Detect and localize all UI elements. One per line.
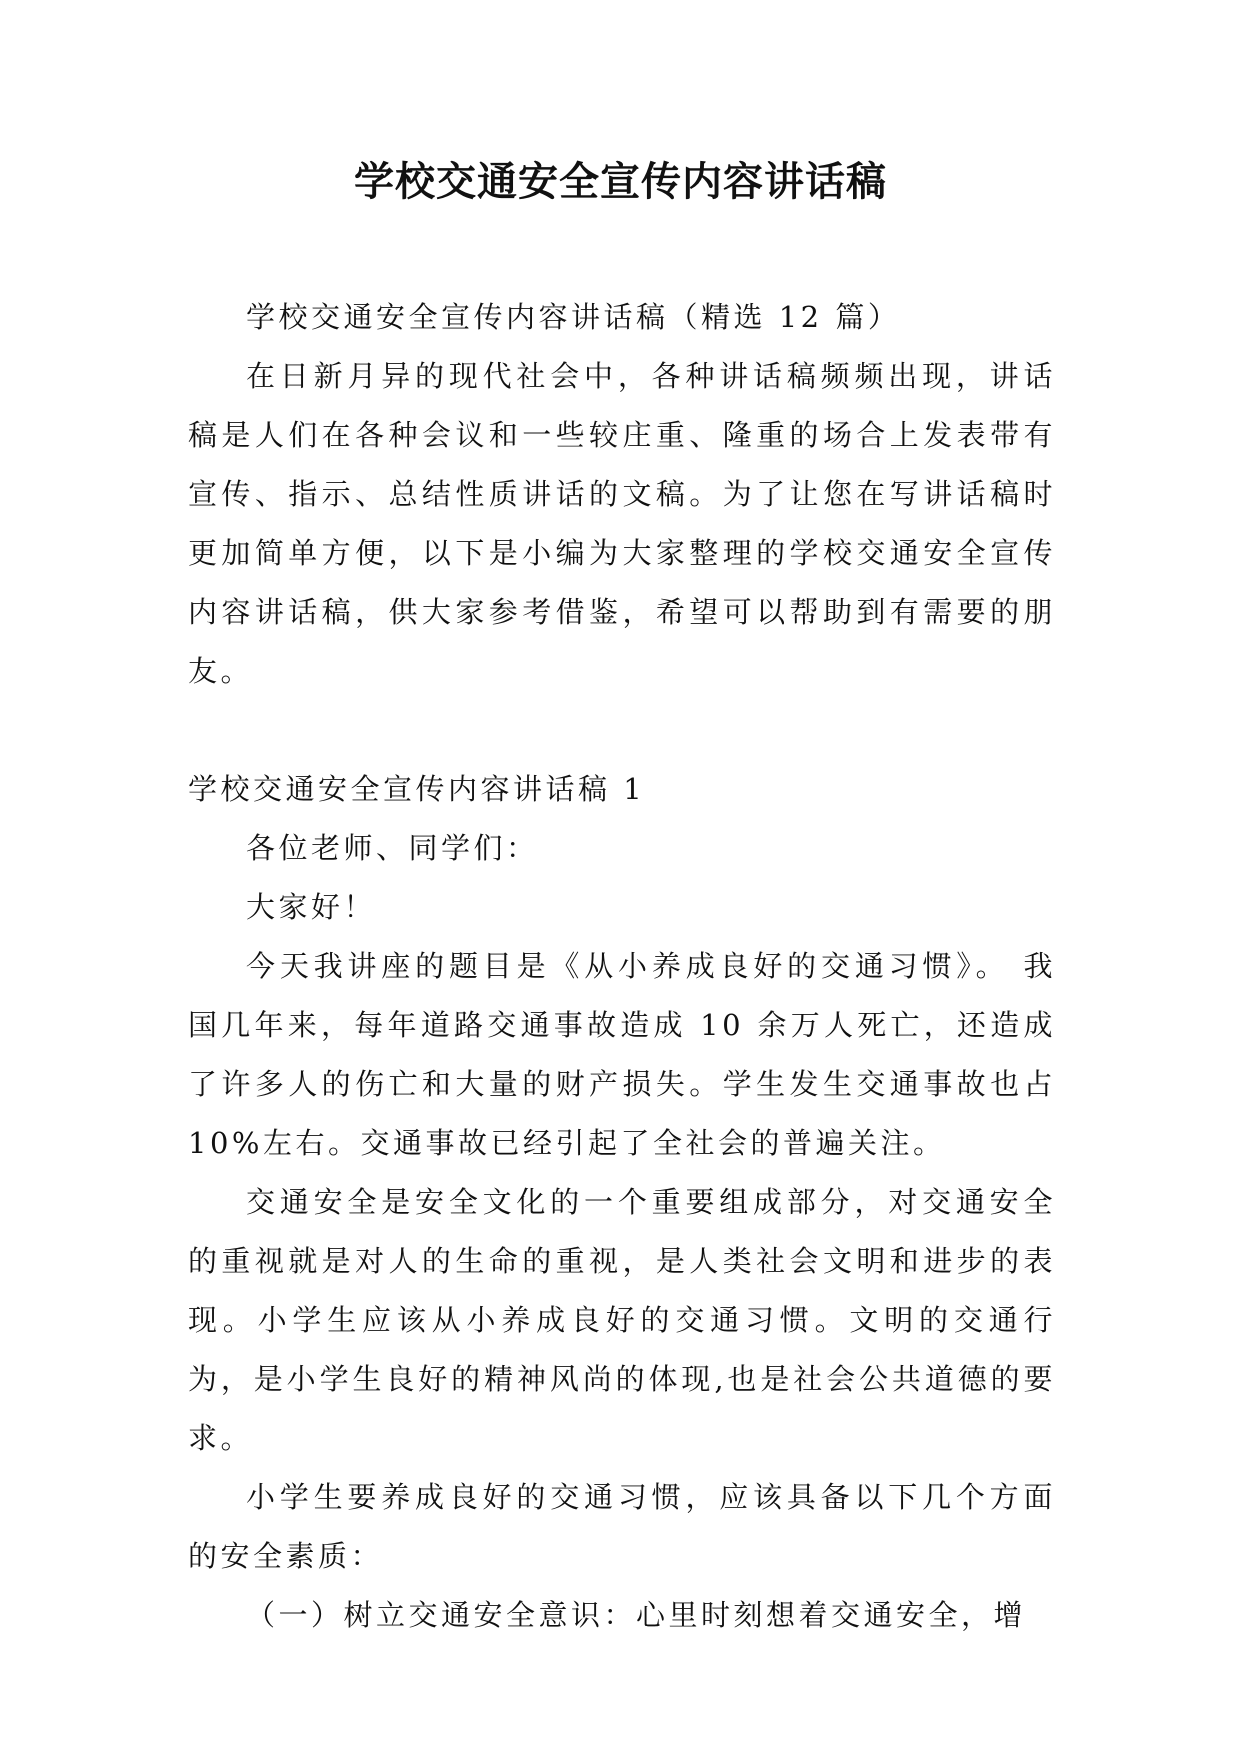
document-title: 学校交通安全宣传内容讲话稿 [354,158,887,205]
section-heading: 学校交通安全宣传内容讲话稿 1 [188,772,646,806]
body-paragraph-3: 小学生要养成良好的交通习惯，应该具备以下几个方面的安全素质： [188,1480,1056,1573]
hello-line: 大家好！ [246,890,377,924]
intro-line: 学校交通安全宣传内容讲话稿（精选 12 篇） [246,300,901,334]
body-paragraph-4: （一）树立交通安全意识：心里时刻想着交通安全，增 [246,1598,1027,1632]
greeting: 各位老师、同学们： [246,831,539,865]
document-body [188,288,1056,1645]
body-paragraph-2: 交通安全是安全文化的一个重要组成部分，对交通安全的重视就是对人的生命的重视，是人类社会文明和进步的表现。小学生应该从小养成良好的交通习惯。文明的交通行为，是小学生良好的精神风尚的体现,也是社会公共道德的要求。 [188,1185,1056,1455]
intro-paragraph: 在日新月异的现代社会中，各种讲话稿频频出现，讲话稿是人们在各种会议和一些较庄重、隆重的场合上发表带有宣传、指示、总结性质讲话的文稿。为了让您在写讲话稿时更加简单方便，以下是小编为大家整理的学校交通安全宣传内容讲话稿，供大家参考借鉴，希望可以帮助到有需要的朋友。 [188,359,1056,688]
body-paragraph-1: 今天我讲座的题目是《从小养成良好的交通习惯》。 我国几年来，每年道路交通事故造成 10 余万人死亡，还造成了许多人的伤亡和大量的财产损失。学生发生交通事故也占 10%左右。交通事故已经引起了全社会的普遍关注。 [188,949,1056,1160]
